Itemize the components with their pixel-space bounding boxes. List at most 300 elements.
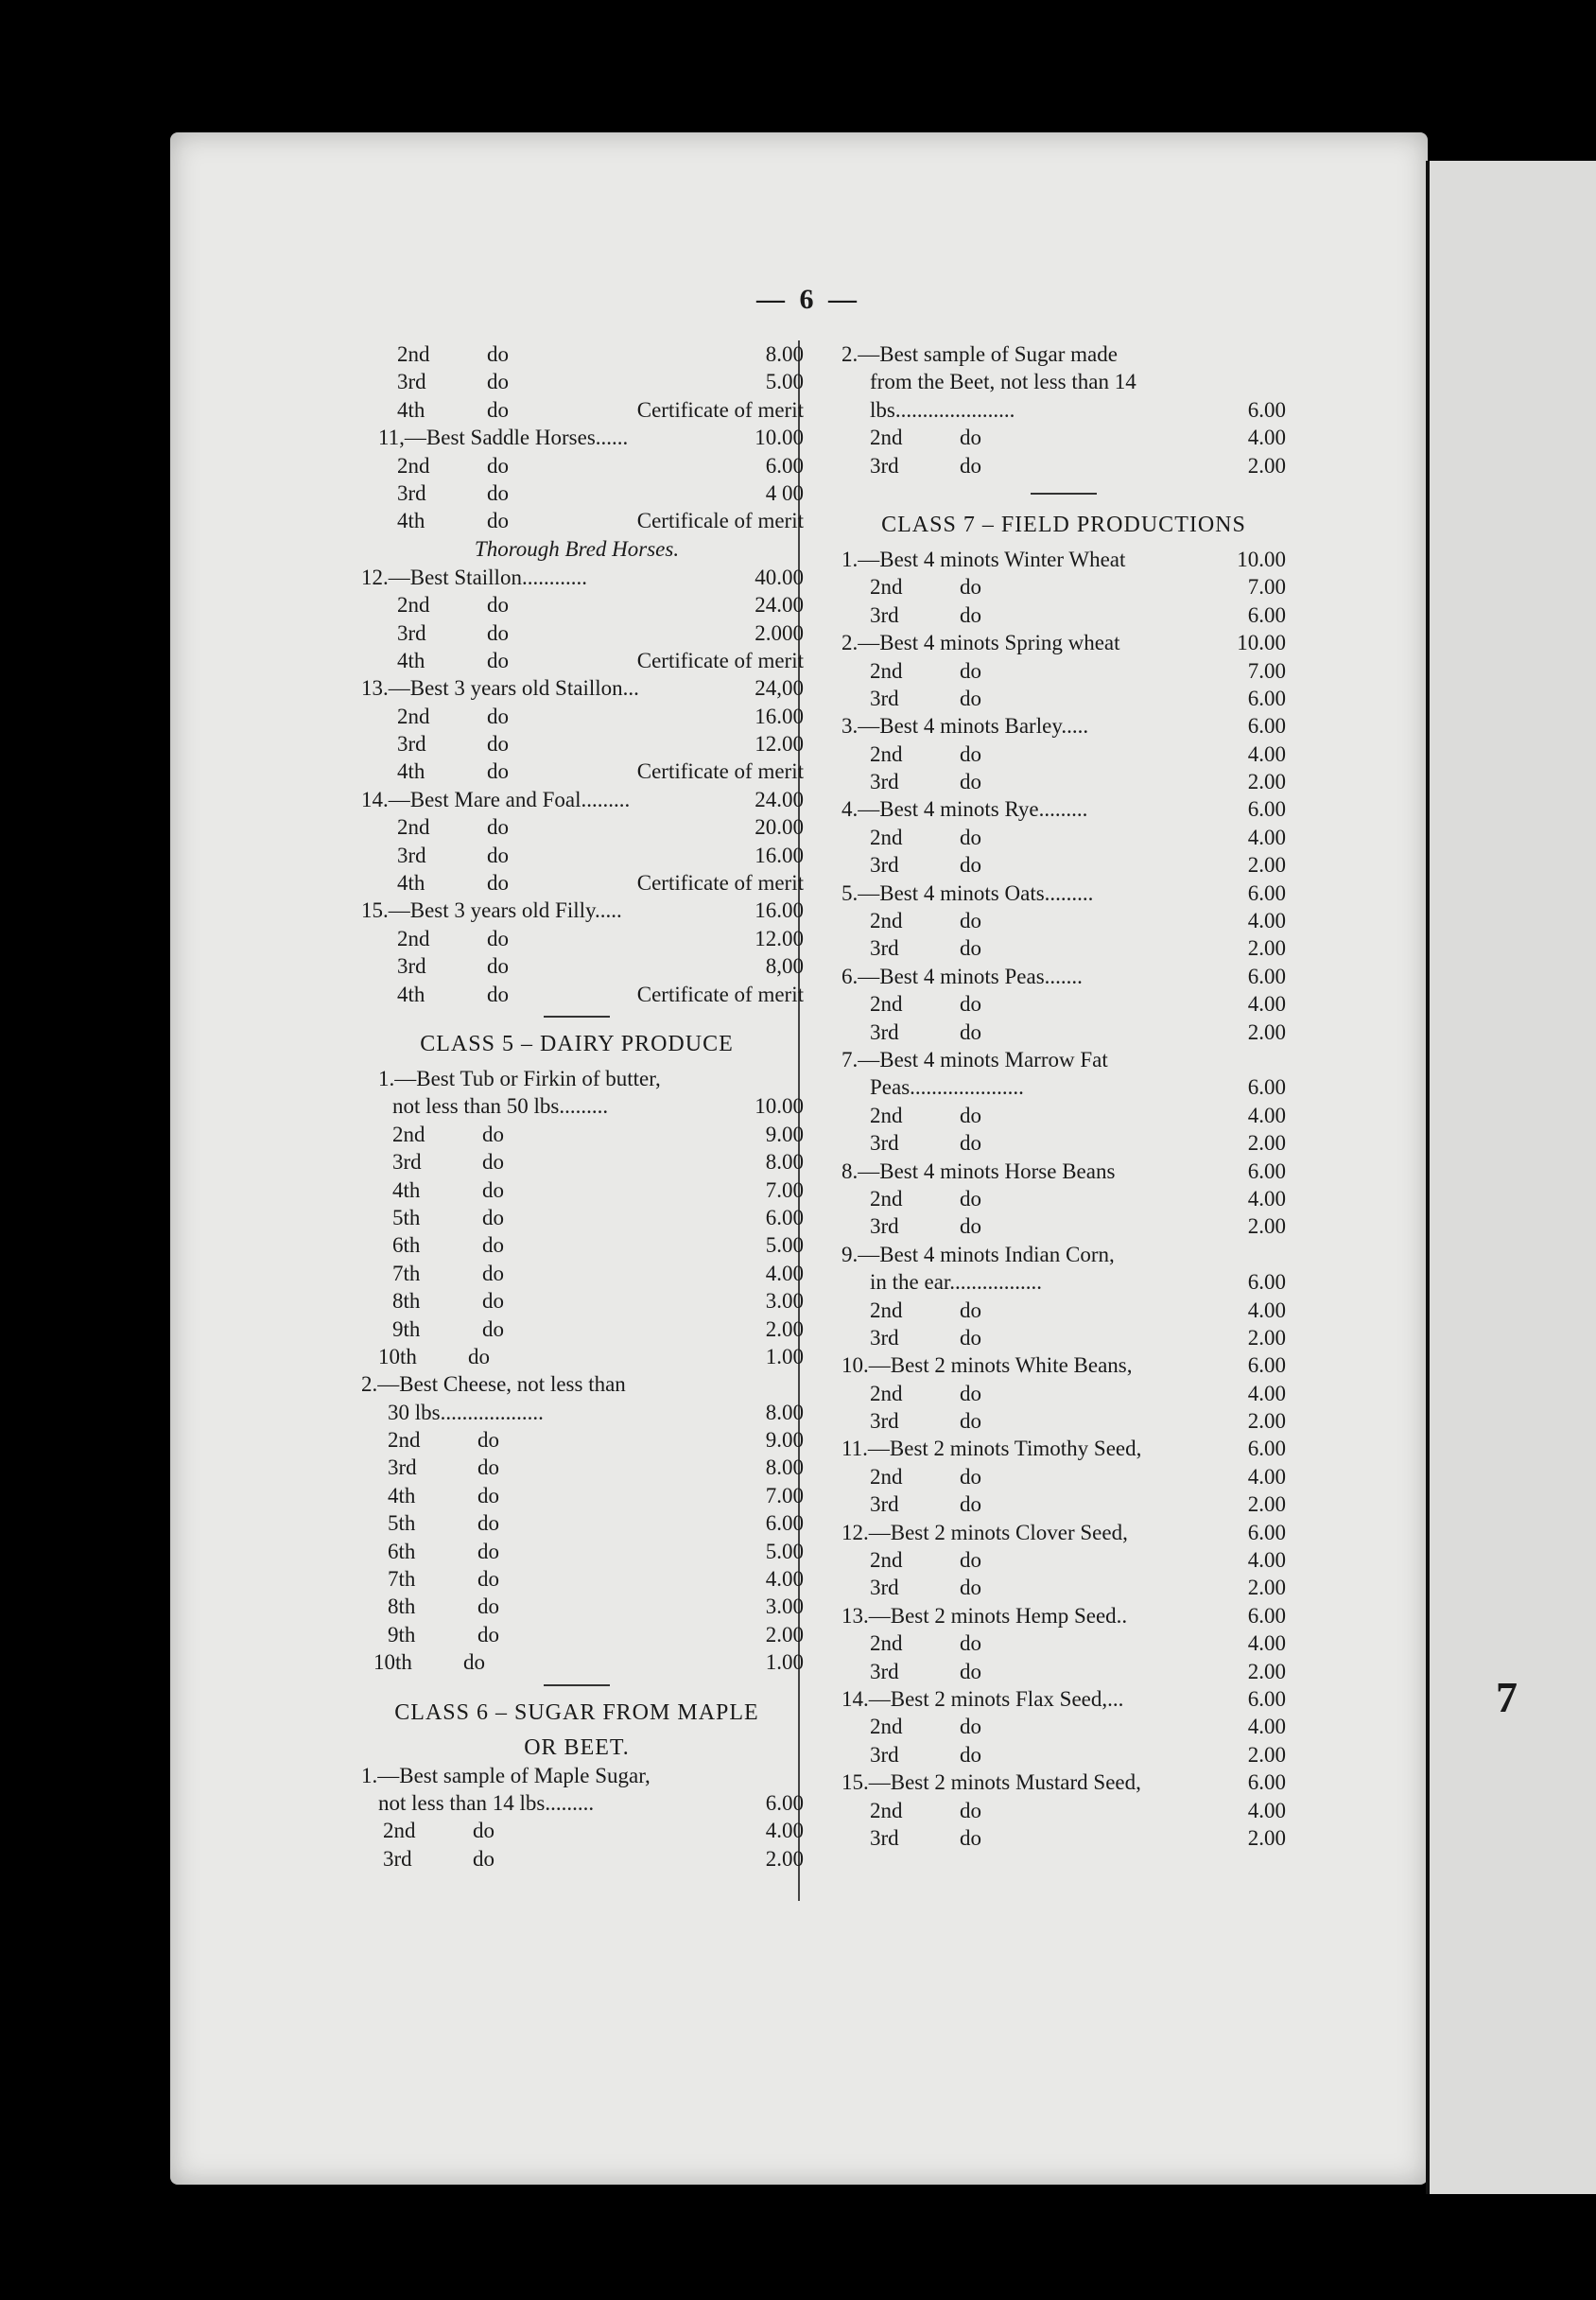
ditto-mark: do bbox=[960, 658, 981, 683]
entry-row bbox=[841, 1713, 1286, 1740]
entry-description: 13.—Best 2 minots Hemp Seed.. bbox=[841, 1603, 1128, 1628]
prize-value: 4.00 bbox=[1247, 825, 1286, 849]
entry-row bbox=[841, 1212, 1286, 1240]
ditto-mark: do bbox=[960, 453, 981, 478]
ditto-mark: do bbox=[473, 1846, 494, 1871]
entry-place: 10th bbox=[378, 1344, 417, 1368]
entry-place: 4th bbox=[397, 648, 425, 672]
prize-value: Certificate of merit bbox=[636, 759, 804, 784]
entry-row bbox=[841, 990, 1286, 1018]
entry-row bbox=[350, 1454, 804, 1481]
prize-value: 2.00 bbox=[765, 1316, 804, 1341]
prize-value: 6.00 bbox=[1247, 1270, 1286, 1295]
entry-place: 2nd bbox=[870, 575, 903, 600]
ditto-mark: do bbox=[482, 1177, 504, 1202]
prize-value: 6.00 bbox=[1247, 1603, 1286, 1628]
entry-row bbox=[841, 741, 1286, 768]
prize-value: 2.00 bbox=[765, 1846, 804, 1871]
entry-row bbox=[350, 619, 804, 647]
ditto-mark: do bbox=[487, 453, 509, 478]
ditto-mark: do bbox=[960, 1825, 981, 1850]
ditto-mark: do bbox=[482, 1233, 504, 1258]
prize-value: 9.00 bbox=[765, 1428, 804, 1453]
prize-value: 7.00 bbox=[765, 1177, 804, 1202]
page-number: — 6 — bbox=[756, 284, 860, 315]
entry-place: 8th bbox=[388, 1594, 416, 1619]
ditto-mark: do bbox=[960, 1798, 981, 1822]
entry-row bbox=[841, 1574, 1286, 1601]
entry-place: 3rd bbox=[870, 1131, 899, 1156]
entry-place: 2nd bbox=[388, 1428, 421, 1453]
ditto-mark: do bbox=[482, 1122, 504, 1146]
ditto-mark: do bbox=[960, 1103, 981, 1127]
prize-value: 12.00 bbox=[755, 732, 804, 757]
ditto-mark: do bbox=[482, 1261, 504, 1285]
entry-place: 2nd bbox=[870, 1464, 903, 1489]
entry-place: 3rd bbox=[870, 770, 899, 794]
entry-row bbox=[350, 424, 804, 451]
entry-row bbox=[350, 758, 804, 785]
entry-row bbox=[841, 396, 1286, 424]
entry-place: 3rd bbox=[397, 732, 426, 757]
entry-row bbox=[841, 824, 1286, 851]
prize-value: 7.00 bbox=[1247, 575, 1286, 600]
ditto-mark: do bbox=[487, 370, 509, 394]
entry-description: not less than 14 lbs......... bbox=[378, 1790, 595, 1815]
entry-place: 3rd bbox=[397, 480, 426, 505]
prize-value: 4.00 bbox=[1247, 1186, 1286, 1211]
entry-place: 3rd bbox=[870, 602, 899, 627]
prize-value: 2.00 bbox=[1247, 770, 1286, 794]
entry-place: 2nd bbox=[870, 992, 903, 1017]
entry-row bbox=[841, 1185, 1286, 1212]
prize-value: 2.00 bbox=[1247, 1659, 1286, 1683]
prize-value: 10.00 bbox=[755, 426, 804, 450]
entry-place: 2nd bbox=[397, 815, 430, 840]
entry-row bbox=[841, 546, 1286, 573]
left-column bbox=[350, 340, 804, 1873]
ditto-mark: do bbox=[960, 1464, 981, 1489]
entry-place: 2nd bbox=[870, 1298, 903, 1322]
prize-value: 6.00 bbox=[765, 1205, 804, 1229]
entry-row bbox=[841, 1046, 1286, 1073]
ditto-mark: do bbox=[960, 1019, 981, 1044]
prize-value: 2.00 bbox=[1247, 1019, 1286, 1044]
entry-row bbox=[350, 1482, 804, 1509]
entry-description: 30 lbs................... bbox=[388, 1400, 544, 1424]
entry-row bbox=[841, 1435, 1286, 1462]
prize-value: 2.00 bbox=[1247, 1825, 1286, 1850]
ditto-mark: do bbox=[960, 1186, 981, 1211]
prize-value: 12.00 bbox=[755, 926, 804, 950]
ditto-mark: do bbox=[487, 982, 509, 1006]
entry-description: Peas..................... bbox=[870, 1075, 1024, 1100]
prize-value: 6.00 bbox=[1247, 797, 1286, 822]
entry-description: 4.—Best 4 minots Rye......... bbox=[841, 797, 1088, 822]
prize-value: 2.00 bbox=[765, 1622, 804, 1647]
entry-place: 3rd bbox=[383, 1846, 412, 1871]
prize-value: 6.00 bbox=[1247, 1520, 1286, 1544]
prize-value: 9.00 bbox=[765, 1122, 804, 1146]
entry-row bbox=[841, 1490, 1286, 1518]
prize-value: 8.00 bbox=[765, 342, 804, 366]
entry-description: from the Beet, not less than 14 bbox=[870, 370, 1136, 394]
entry-row bbox=[350, 1065, 804, 1092]
entry-row bbox=[841, 601, 1286, 629]
entry-description: 2.—Best Cheese, not less than bbox=[361, 1372, 626, 1397]
ditto-mark: do bbox=[487, 509, 509, 533]
entry-place: 5th bbox=[392, 1205, 421, 1229]
prize-value: 2.00 bbox=[1247, 1409, 1286, 1434]
prize-value: 2.00 bbox=[1247, 1492, 1286, 1517]
ditto-mark: do bbox=[960, 1214, 981, 1239]
entry-row bbox=[841, 629, 1286, 656]
ditto-mark: do bbox=[487, 954, 509, 979]
entry-description: 2.—Best sample of Sugar made bbox=[841, 342, 1118, 366]
entry-place: 7th bbox=[392, 1261, 421, 1285]
entry-row bbox=[841, 1351, 1286, 1379]
prize-value: 20.00 bbox=[755, 815, 804, 840]
entry-row bbox=[350, 1538, 804, 1565]
ditto-mark: do bbox=[477, 1483, 499, 1507]
ditto-mark: do bbox=[482, 1316, 504, 1341]
ditto-mark: do bbox=[487, 480, 509, 505]
prize-value: 6.00 bbox=[765, 1790, 804, 1815]
entry-row bbox=[350, 1565, 804, 1593]
entry-row bbox=[841, 1073, 1286, 1101]
entry-place: 3rd bbox=[870, 1214, 899, 1239]
right-column bbox=[841, 340, 1286, 1852]
ditto-mark: do bbox=[960, 602, 981, 627]
ditto-mark: do bbox=[960, 426, 981, 450]
entry-description: 14.—Best Mare and Foal......... bbox=[361, 787, 631, 811]
entry-description: 7.—Best 4 minots Marrow Fat bbox=[841, 1047, 1108, 1072]
adjacent-page-strip bbox=[1430, 161, 1596, 2194]
ditto-mark: do bbox=[477, 1594, 499, 1619]
ditto-mark: do bbox=[960, 741, 981, 766]
prize-value: 6.00 bbox=[1247, 714, 1286, 739]
prize-value: 2.00 bbox=[1247, 1214, 1286, 1239]
separator-rule bbox=[544, 1684, 610, 1686]
entry-row bbox=[841, 712, 1286, 740]
entry-row bbox=[841, 1297, 1286, 1324]
entry-place: 2nd bbox=[870, 658, 903, 683]
entry-row bbox=[350, 564, 804, 591]
prize-value: 6.00 bbox=[1247, 1353, 1286, 1378]
entry-row bbox=[841, 1685, 1286, 1713]
entry-row bbox=[350, 786, 804, 813]
ditto-mark: do bbox=[487, 648, 509, 672]
entry-row bbox=[350, 1593, 804, 1620]
ditto-mark: do bbox=[487, 732, 509, 757]
entry-place: 3rd bbox=[870, 1576, 899, 1600]
entry-row bbox=[841, 657, 1286, 685]
prize-value: 24,00 bbox=[755, 676, 804, 701]
entry-place: 4th bbox=[397, 397, 425, 422]
prize-value: 2.000 bbox=[755, 620, 804, 645]
ditto-mark: do bbox=[487, 593, 509, 618]
entry-row bbox=[350, 1092, 804, 1120]
prize-value: 8.00 bbox=[765, 1150, 804, 1175]
entry-place: 2nd bbox=[397, 453, 430, 478]
prize-value: Certificate of merit bbox=[636, 397, 804, 422]
entry-row bbox=[841, 1519, 1286, 1546]
prize-value: 4.00 bbox=[1247, 1103, 1286, 1127]
entry-place: 2nd bbox=[870, 1381, 903, 1405]
ditto-mark: do bbox=[477, 1622, 499, 1647]
entry-place: 3rd bbox=[870, 1492, 899, 1517]
entry-row bbox=[841, 424, 1286, 451]
prize-value: 5.00 bbox=[765, 370, 804, 394]
entry-row bbox=[841, 368, 1286, 395]
prize-value: 4.00 bbox=[1247, 1381, 1286, 1405]
entry-row bbox=[841, 1658, 1286, 1685]
entry-row bbox=[350, 1343, 804, 1370]
entry-place: 6th bbox=[392, 1233, 421, 1258]
prize-value: 6.00 bbox=[1247, 1159, 1286, 1183]
class-heading: CLASS 6 – SUGAR FROM MAPLE bbox=[394, 1699, 759, 1725]
entry-row bbox=[841, 934, 1286, 962]
prize-value: 7.00 bbox=[765, 1483, 804, 1507]
entry-place: 4th bbox=[397, 871, 425, 896]
prize-value: 7.00 bbox=[1247, 658, 1286, 683]
entry-description: 3.—Best 4 minots Barley..... bbox=[841, 714, 1089, 739]
entry-place: 7th bbox=[388, 1567, 416, 1592]
prize-value: 2.00 bbox=[1247, 936, 1286, 961]
ditto-mark: do bbox=[960, 1742, 981, 1767]
entry-description: 15.—Best 3 years old Filly..... bbox=[361, 898, 622, 923]
entry-place: 4th bbox=[397, 509, 425, 533]
entry-row bbox=[841, 340, 1286, 368]
entry-place: 3rd bbox=[870, 1409, 899, 1434]
ditto-mark: do bbox=[477, 1428, 499, 1453]
entry-place: 3rd bbox=[870, 1825, 899, 1850]
entry-description: 6.—Best 4 minots Peas....... bbox=[841, 964, 1083, 988]
prize-value: 5.00 bbox=[765, 1233, 804, 1258]
prize-value: 4.00 bbox=[1247, 1548, 1286, 1573]
ditto-mark: do bbox=[960, 1409, 981, 1434]
entry-place: 3rd bbox=[870, 1019, 899, 1044]
entry-row bbox=[841, 685, 1286, 712]
ditto-mark: do bbox=[960, 1548, 981, 1573]
entry-description: 11,—Best Saddle Horses...... bbox=[378, 426, 629, 450]
entry-place: 2nd bbox=[870, 1631, 903, 1656]
entry-row bbox=[350, 925, 804, 952]
prize-value: 2.00 bbox=[1247, 453, 1286, 478]
prize-value: 10.00 bbox=[755, 1094, 804, 1119]
prize-value: 2.00 bbox=[1247, 853, 1286, 878]
entry-place: 2nd bbox=[397, 926, 430, 950]
entry-row bbox=[841, 768, 1286, 795]
ditto-mark: do bbox=[477, 1567, 499, 1592]
entry-row bbox=[841, 1797, 1286, 1824]
entry-description: 15.—Best 2 minots Mustard Seed, bbox=[841, 1770, 1141, 1795]
entry-description: 13.—Best 3 years old Staillon... bbox=[361, 676, 639, 701]
entry-place: 2nd bbox=[397, 704, 430, 728]
entry-description: 8.—Best 4 minots Horse Beans bbox=[841, 1159, 1116, 1183]
entry-row bbox=[841, 1824, 1286, 1852]
ditto-mark: do bbox=[960, 1659, 981, 1683]
entry-place: 3rd bbox=[397, 370, 426, 394]
prize-value: 4.00 bbox=[1247, 1298, 1286, 1322]
prize-value: 10.00 bbox=[1237, 631, 1286, 655]
entry-description: 1.—Best 4 minots Winter Wheat bbox=[841, 547, 1126, 571]
separator-rule bbox=[544, 1016, 610, 1018]
entry-row bbox=[841, 1129, 1286, 1157]
prize-value: Certificale of merit bbox=[636, 509, 804, 533]
entry-row bbox=[841, 1741, 1286, 1769]
entry-place: 3rd bbox=[392, 1150, 422, 1175]
ditto-mark: do bbox=[487, 397, 509, 422]
prize-value: 6.00 bbox=[1247, 602, 1286, 627]
entry-place: 3rd bbox=[870, 936, 899, 961]
prize-value: 6.00 bbox=[1247, 1770, 1286, 1795]
entry-place: 4th bbox=[397, 982, 425, 1006]
entry-row bbox=[350, 1426, 804, 1454]
prize-value: Certificate of merit bbox=[636, 871, 804, 896]
entry-place: 6th bbox=[388, 1539, 416, 1563]
entry-row bbox=[350, 952, 804, 980]
entry-row bbox=[841, 795, 1286, 823]
prize-value: 4.00 bbox=[765, 1819, 804, 1843]
entry-row bbox=[350, 1789, 804, 1817]
prize-value: 4.00 bbox=[1247, 741, 1286, 766]
ditto-mark: do bbox=[960, 936, 981, 961]
entry-description: 1.—Best sample of Maple Sugar, bbox=[361, 1763, 651, 1787]
prize-value: 4.00 bbox=[1247, 426, 1286, 450]
entry-row bbox=[350, 1399, 804, 1426]
ditto-mark: do bbox=[487, 704, 509, 728]
prize-value: 6.00 bbox=[1247, 397, 1286, 422]
entry-row bbox=[841, 851, 1286, 879]
prize-value: 4.00 bbox=[1247, 909, 1286, 933]
ditto-mark: do bbox=[487, 871, 509, 896]
entry-place: 10th bbox=[373, 1650, 412, 1675]
ditto-mark: do bbox=[960, 686, 981, 710]
ditto-mark: do bbox=[960, 853, 981, 878]
ditto-mark: do bbox=[482, 1150, 504, 1175]
prize-value: 4.00 bbox=[1247, 1798, 1286, 1822]
entry-row bbox=[350, 1509, 804, 1537]
entry-place: 2nd bbox=[870, 1103, 903, 1127]
entry-place: 9th bbox=[388, 1622, 416, 1647]
class-heading: CLASS 5 – DAIRY PRODUCE bbox=[420, 1031, 734, 1056]
entry-row bbox=[350, 1762, 804, 1789]
prize-value: 6.00 bbox=[1247, 1075, 1286, 1100]
ditto-mark: do bbox=[477, 1539, 499, 1563]
entry-description: 10.—Best 2 minots White Beans, bbox=[841, 1353, 1133, 1378]
entry-place: 2nd bbox=[392, 1122, 425, 1146]
entry-place: 2nd bbox=[870, 1798, 903, 1822]
entry-place: 2nd bbox=[870, 1548, 903, 1573]
entry-row bbox=[350, 368, 804, 395]
separator-rule bbox=[1031, 493, 1097, 495]
entry-description: 5.—Best 4 minots Oats......... bbox=[841, 880, 1094, 905]
prize-value: 40.00 bbox=[755, 565, 804, 589]
entry-row bbox=[841, 1380, 1286, 1407]
prize-value: 6.00 bbox=[1247, 686, 1286, 710]
entry-description: 2.—Best 4 minots Spring wheat bbox=[841, 631, 1120, 655]
entry-description: 11.—Best 2 minots Timothy Seed, bbox=[841, 1437, 1142, 1461]
entry-place: 2nd bbox=[383, 1819, 416, 1843]
entry-place: 8th bbox=[392, 1289, 421, 1314]
entry-place: 4th bbox=[388, 1483, 416, 1507]
ditto-mark: do bbox=[960, 1576, 981, 1600]
ditto-mark: do bbox=[960, 575, 981, 600]
entry-description: 12.—Best 2 minots Clover Seed, bbox=[841, 1520, 1128, 1544]
entry-row bbox=[350, 1316, 804, 1343]
prize-value: 4.00 bbox=[1247, 1631, 1286, 1656]
entry-place: 3rd bbox=[388, 1455, 417, 1480]
entry-row bbox=[350, 674, 804, 702]
entry-place: 2nd bbox=[870, 741, 903, 766]
prize-value: 2.00 bbox=[1247, 1131, 1286, 1156]
entry-description: not less than 50 lbs......... bbox=[392, 1094, 609, 1119]
prize-value: 4.00 bbox=[1247, 992, 1286, 1017]
entry-row bbox=[841, 452, 1286, 479]
margin-annotation: 7 bbox=[1496, 1673, 1518, 1721]
entry-row bbox=[350, 591, 804, 619]
prize-value: 4.00 bbox=[765, 1567, 804, 1592]
prize-value: 3.00 bbox=[765, 1289, 804, 1314]
entry-row bbox=[350, 813, 804, 841]
entry-row bbox=[841, 1629, 1286, 1657]
entry-place: 3rd bbox=[397, 954, 426, 979]
entry-row bbox=[350, 1148, 804, 1176]
prize-value: 24.00 bbox=[755, 593, 804, 618]
entry-row bbox=[841, 907, 1286, 934]
entry-place: 9th bbox=[392, 1316, 421, 1341]
ditto-mark: do bbox=[482, 1289, 504, 1314]
entry-row bbox=[841, 880, 1286, 907]
ditto-mark: do bbox=[960, 1631, 981, 1656]
entry-row bbox=[841, 1158, 1286, 1185]
prize-value: 8.00 bbox=[765, 1400, 804, 1424]
entry-place: 2nd bbox=[870, 1186, 903, 1211]
entry-row bbox=[350, 730, 804, 758]
entry-row bbox=[350, 1621, 804, 1648]
entry-place: 2nd bbox=[870, 426, 903, 450]
entry-row bbox=[841, 1407, 1286, 1435]
entry-row bbox=[841, 1241, 1286, 1268]
entry-row bbox=[841, 1463, 1286, 1490]
prize-value: 16.00 bbox=[755, 898, 804, 923]
section-subheading: Thorough Bred Horses. bbox=[474, 536, 680, 561]
entry-place: 2nd bbox=[870, 909, 903, 933]
entry-row bbox=[350, 1817, 804, 1844]
prize-value: 2.00 bbox=[1247, 1325, 1286, 1350]
ditto-mark: do bbox=[482, 1205, 504, 1229]
ditto-mark: do bbox=[960, 1381, 981, 1405]
entry-place: 3rd bbox=[870, 686, 899, 710]
ditto-mark: do bbox=[487, 759, 509, 784]
prize-value: 6.00 bbox=[1247, 964, 1286, 988]
entry-row bbox=[841, 1324, 1286, 1351]
prize-value: 10.00 bbox=[1237, 547, 1286, 571]
prize-value: Certificate of merit bbox=[636, 648, 804, 672]
ditto-mark: do bbox=[960, 1131, 981, 1156]
entry-description: lbs...................... bbox=[870, 397, 1015, 422]
entry-description: 1.—Best Tub or Firkin of butter, bbox=[378, 1066, 661, 1090]
entry-row bbox=[841, 963, 1286, 990]
entry-place: 3rd bbox=[870, 1325, 899, 1350]
prize-value: 4.00 bbox=[1247, 1464, 1286, 1489]
entry-row bbox=[350, 647, 804, 674]
prize-value: 1.00 bbox=[765, 1344, 804, 1368]
entry-place: 3rd bbox=[870, 853, 899, 878]
ditto-mark: do bbox=[960, 1715, 981, 1739]
entry-row bbox=[841, 1546, 1286, 1574]
